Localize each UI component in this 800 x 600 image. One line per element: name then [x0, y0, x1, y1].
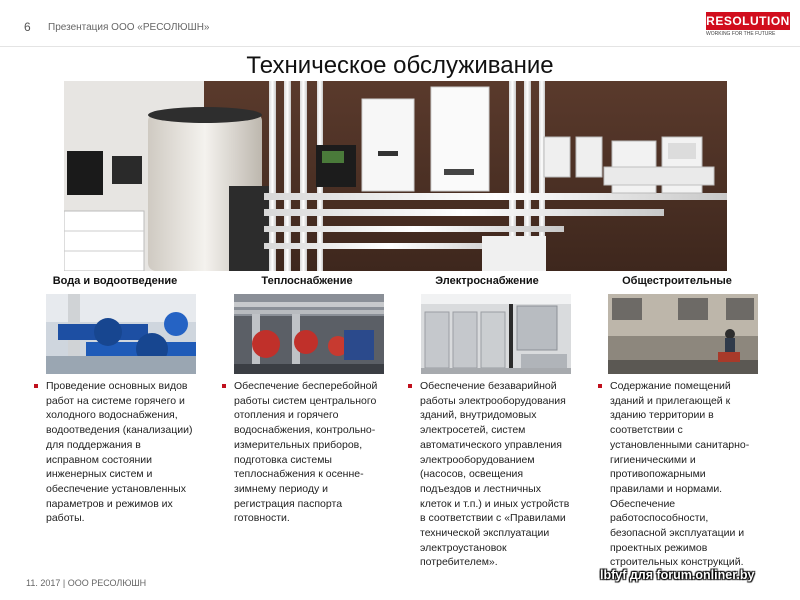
section-water-text: Проведение основных видов работ на системе горячего и холодного водоснабжения, водоотведения (канализации) для поддержания в исправном состоянии инженерных систем и обеспечение установленных параметров и режимов их работы.: [46, 380, 193, 525]
section-water: [40, 275, 190, 287]
logo-tagline: WORKING FOR THE FUTURE: [706, 31, 776, 37]
section-heating-title: Теплоснабжение: [261, 275, 353, 287]
header: [0, 0, 800, 46]
logo-wordmark: RESOLUTION: [706, 14, 790, 28]
section-construction-title: Общестроительные: [622, 275, 732, 287]
page-number: 6: [24, 20, 31, 34]
section-electric-bullet: [408, 384, 412, 388]
facade-repair-photo: [608, 294, 758, 374]
section-heating-text: Обеспечение бесперебойной работы систем центрального отопления и горячего водоснабжения, контрольно-измерительных приборов, подготовка системы теплоснабжения к осенне-зимнему периоду и регистрация паспорта готовности.: [234, 380, 378, 525]
section-construction-text: Содержание помещений зданий и прилегающей к зданию территории в соответствии с установленными санитарно-гигиеническими и противопожарными правилами и нормами. Обеспечение работоспособности, безопасной эксплуатации и проектных режимов строительных конструкций.: [610, 380, 750, 569]
resolution-logo: [706, 12, 790, 37]
boiler-room-photo: [64, 81, 727, 271]
footer-date: 11. 2017 | ООО РЕСОЛЮШН: [26, 578, 147, 588]
section-heating: [232, 275, 382, 287]
section-water-title: Вода и водоотведение: [52, 275, 178, 287]
heating-station-photo: [234, 294, 384, 374]
header-divider: [0, 46, 800, 47]
section-construction: [602, 275, 752, 287]
forum-watermark: lbfyf для forum.onliner.by: [600, 568, 755, 582]
water-pumps-photo: [46, 294, 196, 374]
presentation-label: Презентация ООО «РЕСОЛЮШН»: [48, 22, 210, 33]
electrical-panels-photo: [421, 294, 571, 374]
section-electric-text: Обеспечение безаварийной работы электрооборудования зданий, внутридомовых электросетей, систем автоматического управления электрооборудованием (насосов, освещения подъездов и лестничных клеток и т.п.) и иных устройств в соответствии с «Правилами технической эксплуатации электроустановок потребителем».: [420, 380, 570, 569]
section-electric: [412, 275, 562, 287]
section-construction-bullet: [598, 384, 602, 388]
slide-title: Техническое обслуживание: [246, 52, 554, 79]
section-heating-bullet: [222, 384, 226, 388]
section-water-bullet: [34, 384, 38, 388]
section-electric-title: Электроснабжение: [435, 275, 539, 287]
